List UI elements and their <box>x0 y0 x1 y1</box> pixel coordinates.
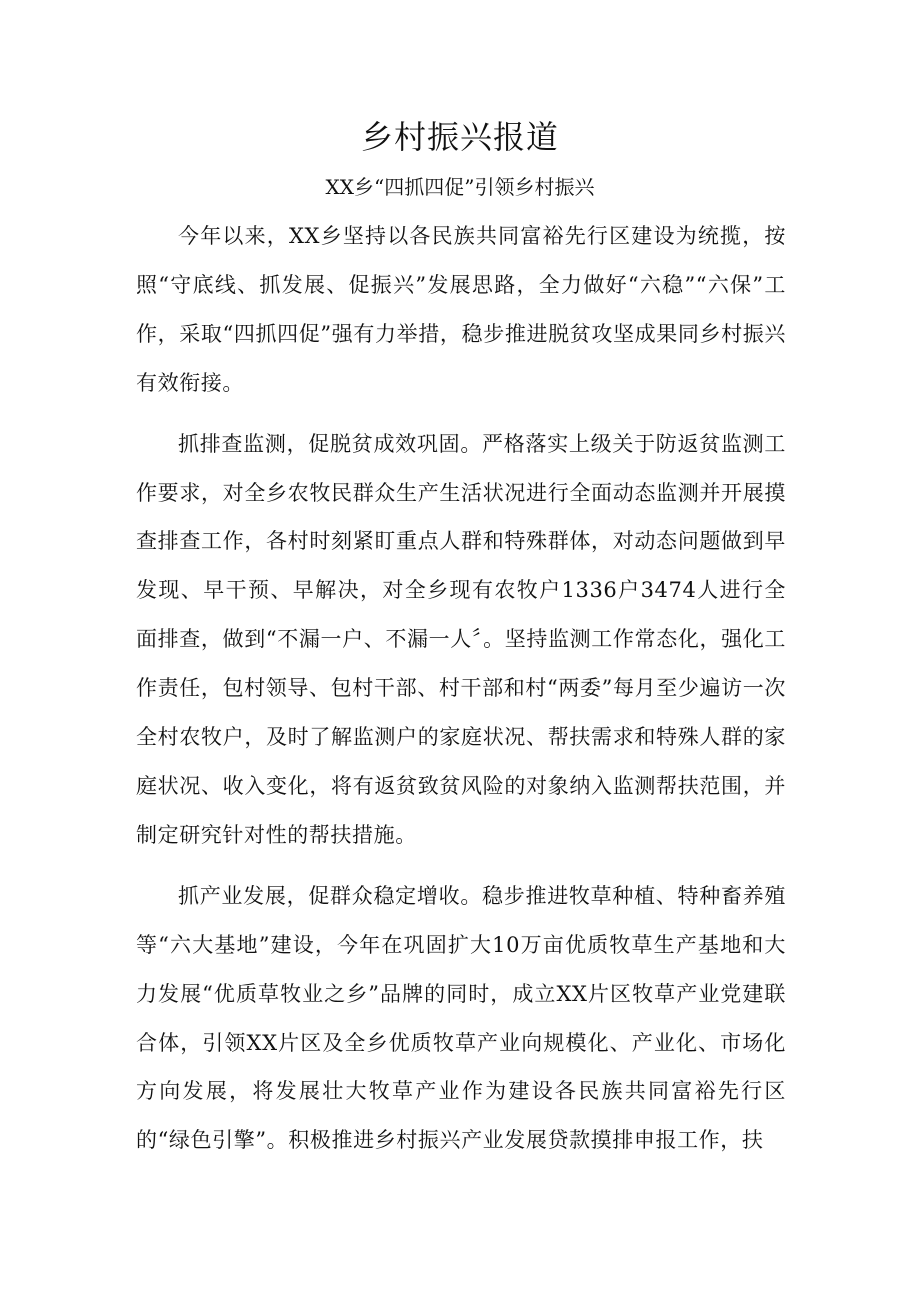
paragraph-intro: 今年以来，XX乡坚持以各民族共同富裕先行区建设为统揽，按照“守底线、抓发展、促振兴”发展思路，全力做好“六稳”“六保”工作，采取“四抓四促”强有力举措，稳步推进脱贫攻坚成果同乡村振兴有效衔接。 <box>136 224 786 395</box>
page-title: 乡村振兴报道 <box>360 118 559 156</box>
page-subtitle: XX乡“四抓四促”引领乡村振兴 <box>325 175 595 199</box>
paragraph-monitoring: 抓排查监测，促脱贫成效巩固。严格落实上级关于防返贫监测工作要求，对全乡农牧民群众生产生活状况进行全面动态监测并开展摸查排查工作，各村时刻紧盯重点人群和特殊群体，对动态问题做到早发现、早干预、早解决，对全乡现有农牧户1336户3474人进行全面排查，做到“不漏一户、不漏一人〞。坚持监测工作常态化，强化工作责任，包村领导、包村干部、村干部和村“两委”每月至少遍访一次全村农牧户，及时了解监测户的家庭状况、帮扶需求和特殊人群的家庭状况、收入变化，将有返贫致贫风险的对象纳入监测帮扶范围，并制定研究针对性的帮扶措施。 <box>136 431 786 847</box>
paragraph-industry: 抓产业发展，促群众稳定增收。稳步推进牧草种植、特种畜养殖等“六大基地”建设，今年在巩固扩大10万亩优质牧草生产基地和大力发展“优质草牧业之乡”品牌的同时，成立XX片区牧草产业党建联合体，引领XX片区及全乡优质牧草产业向规模化、产业化、市场化方向发展，将发展壮大牧草产业作为建设各民族共同富裕先行区的“绿色引擎”。积极推进乡村振兴产业发展贷款摸排申报工作，扶 <box>136 883 786 1153</box>
article-body <box>136 212 786 1177</box>
